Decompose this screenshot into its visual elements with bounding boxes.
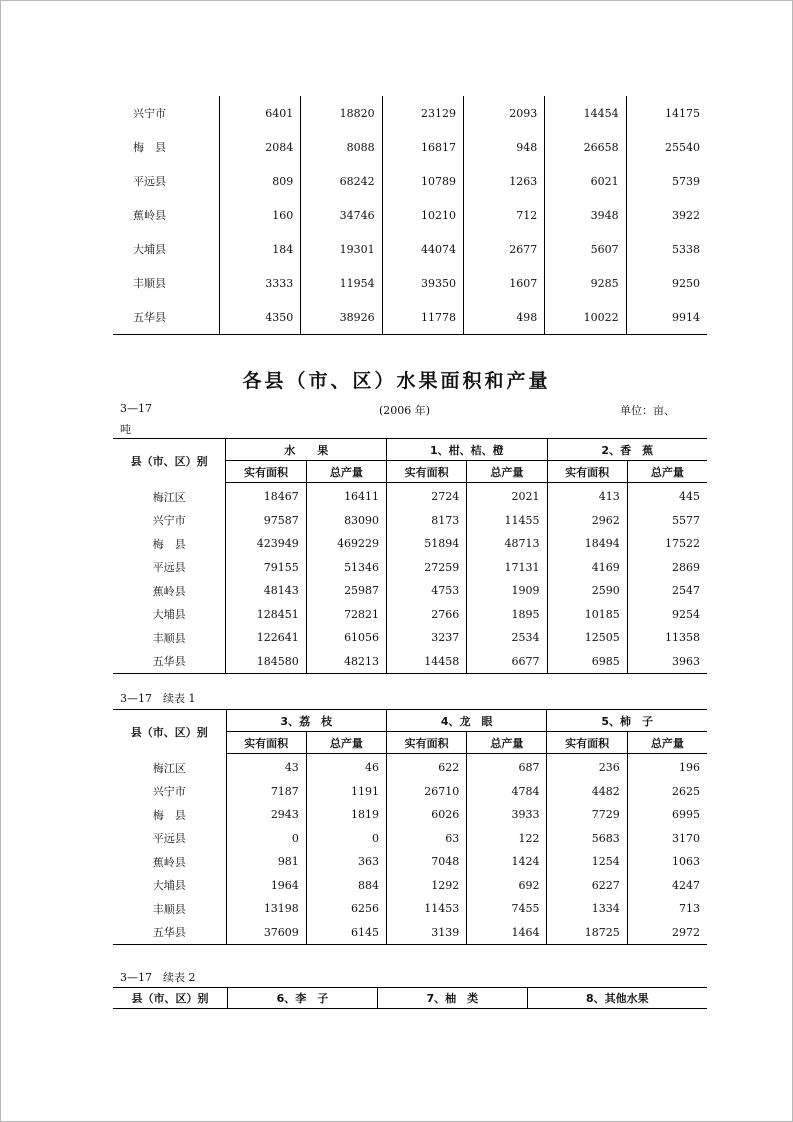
county-name: 五华县	[113, 300, 219, 335]
value-cell: 622	[386, 754, 466, 780]
table-number: 3—17	[120, 402, 152, 415]
value-cell: 9914	[672, 310, 700, 324]
value-cell: 809	[219, 164, 300, 198]
value-cell: 48713	[467, 532, 547, 556]
group-header: 5、柿 子	[547, 710, 707, 732]
county-name: 大埔县	[113, 874, 226, 898]
value-cell: 10789	[382, 164, 463, 198]
county-name: 丰顺县	[113, 897, 226, 921]
value-cell: 10185	[547, 603, 627, 627]
county-name: 丰顺县	[113, 626, 226, 650]
value-cell: 884	[306, 874, 386, 898]
sub-header-output: 总产量	[306, 461, 386, 483]
table-row	[113, 626, 707, 650]
value-cell: 1254	[547, 850, 627, 874]
unit-label-cont: 吨	[120, 423, 131, 436]
value-cell: 19301	[301, 232, 382, 266]
value-cell: 48213	[306, 650, 386, 674]
continuation-label-1: 3—17 续表 1	[120, 692, 196, 705]
value-cell: 38926	[301, 300, 382, 335]
value-cell: 10210	[382, 198, 463, 232]
value-cell: 6677	[467, 650, 547, 674]
value-cell: 18467	[226, 483, 306, 509]
value-cell: 712	[463, 198, 544, 232]
value-cell: 981	[226, 850, 306, 874]
fruit-continuation-table-2	[113, 987, 707, 1009]
county-name: 平远县	[113, 164, 219, 198]
sub-header-area: 实有面积	[547, 732, 627, 754]
table-row	[113, 532, 707, 556]
value-cell: 2943	[226, 803, 306, 827]
value-cell: 2962	[547, 509, 627, 533]
value-cell: 4784	[467, 780, 547, 804]
value-cell: 16411	[306, 483, 386, 509]
county-name: 平远县	[113, 827, 226, 851]
county-name: 梅 县	[113, 130, 219, 164]
value-cell: 469229	[306, 532, 386, 556]
county-name: 蕉岭县	[113, 198, 219, 232]
unit-label: 单位：亩、	[620, 404, 675, 417]
value-cell: 236	[547, 754, 627, 780]
value-cell: 83090	[306, 509, 386, 533]
value-cell: 1909	[467, 579, 547, 603]
page-title: 各县（市、区）水果面积和产量	[242, 370, 551, 392]
sub-header-output: 总产量	[467, 732, 547, 754]
value-cell: 1895	[467, 603, 547, 627]
value-cell: 128451	[226, 603, 306, 627]
value-cell: 11453	[386, 897, 466, 921]
group-header: 7、柚 类	[377, 988, 527, 1009]
value-cell: 1292	[386, 874, 466, 898]
county-name: 梅江区	[113, 754, 226, 780]
value-cell: 7048	[386, 850, 466, 874]
value-cell: 79155	[226, 556, 306, 580]
value-cell: 72821	[306, 603, 386, 627]
value-cell: 46	[306, 754, 386, 780]
table-row	[113, 803, 707, 827]
value-cell: 122641	[226, 626, 306, 650]
value-cell: 3922	[672, 208, 700, 222]
value-cell: 7455	[467, 897, 547, 921]
value-cell: 6401	[219, 96, 300, 130]
table-row	[113, 921, 707, 945]
value-cell: 5683	[547, 827, 627, 851]
value-cell: 1964	[226, 874, 306, 898]
value-cell: 2869	[672, 560, 700, 574]
value-cell: 692	[467, 874, 547, 898]
value-cell: 3948	[545, 198, 626, 232]
fruit-area-output-table	[113, 438, 707, 674]
value-cell: 17522	[665, 537, 700, 551]
value-cell: 48143	[226, 579, 306, 603]
group-header: 3、荔 枝	[226, 710, 386, 732]
value-cell: 51346	[306, 556, 386, 580]
sub-header-area: 实有面积	[226, 732, 306, 754]
value-cell: 68242	[301, 164, 382, 198]
table-row	[113, 603, 707, 627]
value-cell: 122	[467, 827, 547, 851]
value-cell: 1063	[672, 855, 700, 869]
value-cell: 43	[226, 754, 306, 780]
table-row	[113, 754, 707, 780]
value-cell: 1424	[467, 850, 547, 874]
value-cell: 37609	[226, 921, 306, 945]
value-cell: 63	[386, 827, 466, 851]
county-name: 大埔县	[113, 232, 219, 266]
value-cell: 23129	[382, 96, 463, 130]
value-cell: 184	[219, 232, 300, 266]
value-cell: 5577	[672, 513, 700, 527]
value-cell: 5739	[672, 174, 700, 188]
county-name: 梅江区	[113, 483, 226, 509]
group-header: 6、李 子	[228, 988, 378, 1009]
value-cell: 18494	[547, 532, 627, 556]
value-cell: 14175	[665, 106, 700, 120]
group-header: 4、龙 眼	[386, 710, 546, 732]
value-cell: 184580	[226, 650, 306, 674]
county-name: 五华县	[113, 921, 226, 945]
county-name: 兴宁市	[113, 780, 226, 804]
value-cell: 4247	[672, 878, 700, 892]
value-cell: 1334	[547, 897, 627, 921]
value-cell: 3237	[387, 626, 467, 650]
value-cell: 0	[226, 827, 306, 851]
sub-header-output: 总产量	[306, 732, 386, 754]
value-cell: 18820	[301, 96, 382, 130]
value-cell: 61056	[306, 626, 386, 650]
value-cell: 6021	[545, 164, 626, 198]
value-cell: 6256	[306, 897, 386, 921]
table-row	[113, 827, 707, 851]
table-year: (2006 年)	[379, 404, 431, 417]
value-cell: 4753	[387, 579, 467, 603]
value-cell: 687	[467, 754, 547, 780]
value-cell: 10022	[545, 300, 626, 335]
value-cell: 18725	[547, 921, 627, 945]
value-cell: 11954	[301, 266, 382, 300]
table-row	[113, 874, 707, 898]
group-header: 1、柑、桔、橙	[387, 439, 547, 461]
value-cell: 9250	[672, 276, 700, 290]
value-cell: 2021	[467, 483, 547, 509]
value-cell: 11358	[665, 631, 700, 645]
table-row	[113, 780, 707, 804]
county-name: 大埔县	[113, 603, 226, 627]
value-cell: 2534	[467, 626, 547, 650]
group-header: 水 果	[226, 439, 387, 461]
value-cell: 3963	[672, 654, 700, 668]
sub-header-area: 实有面积	[547, 461, 627, 483]
value-cell: 44074	[382, 232, 463, 266]
value-cell: 6145	[306, 921, 386, 945]
value-cell: 6026	[386, 803, 466, 827]
table-row	[113, 850, 707, 874]
top-continuation-table	[113, 96, 707, 335]
value-cell: 2084	[219, 130, 300, 164]
county-name: 蕉岭县	[113, 579, 226, 603]
value-cell: 3333	[219, 266, 300, 300]
value-cell: 4482	[547, 780, 627, 804]
row-header: 县（市、区）别	[113, 710, 226, 754]
table-row	[113, 579, 707, 603]
value-cell: 948	[463, 130, 544, 164]
county-name: 梅 县	[113, 803, 226, 827]
continuation-label-2: 3—17 续表 2	[120, 971, 196, 984]
value-cell: 2093	[463, 96, 544, 130]
value-cell: 2766	[387, 603, 467, 627]
value-cell: 5607	[545, 232, 626, 266]
value-cell: 26658	[545, 130, 626, 164]
value-cell: 5338	[672, 242, 700, 256]
value-cell: 196	[679, 761, 700, 775]
value-cell: 3933	[467, 803, 547, 827]
value-cell: 26710	[386, 780, 466, 804]
table-row	[113, 198, 707, 232]
table-row	[113, 96, 707, 130]
table-row	[113, 556, 707, 580]
table-row	[113, 266, 707, 300]
group-header: 2、香 蕉	[547, 439, 707, 461]
value-cell: 27259	[387, 556, 467, 580]
value-cell: 1464	[467, 921, 547, 945]
value-cell: 11778	[382, 300, 463, 335]
value-cell: 25987	[306, 579, 386, 603]
value-cell: 423949	[226, 532, 306, 556]
sub-header-output: 总产量	[627, 732, 707, 754]
value-cell: 1191	[306, 780, 386, 804]
sub-header-output: 总产量	[627, 461, 707, 483]
county-name: 丰顺县	[113, 266, 219, 300]
value-cell: 2677	[463, 232, 544, 266]
value-cell: 9285	[545, 266, 626, 300]
value-cell: 413	[547, 483, 627, 509]
value-cell: 713	[679, 902, 700, 916]
value-cell: 1819	[306, 803, 386, 827]
value-cell: 14458	[387, 650, 467, 674]
row-header: 县（市、区）别	[113, 988, 228, 1009]
county-name: 兴宁市	[113, 96, 219, 130]
value-cell: 0	[306, 827, 386, 851]
value-cell: 14454	[545, 96, 626, 130]
value-cell: 7187	[226, 780, 306, 804]
value-cell: 363	[306, 850, 386, 874]
value-cell: 6985	[547, 650, 627, 674]
value-cell: 2625	[672, 784, 700, 798]
value-cell: 7729	[547, 803, 627, 827]
value-cell: 6227	[547, 874, 627, 898]
county-name: 五华县	[113, 650, 226, 674]
value-cell: 97587	[226, 509, 306, 533]
county-name: 平远县	[113, 556, 226, 580]
sub-header-area: 实有面积	[386, 732, 466, 754]
fruit-continuation-table-1	[113, 709, 707, 945]
value-cell: 2590	[547, 579, 627, 603]
value-cell: 445	[679, 490, 700, 504]
value-cell: 17131	[467, 556, 547, 580]
value-cell: 8088	[301, 130, 382, 164]
value-cell: 16817	[382, 130, 463, 164]
county-name: 梅 县	[113, 532, 226, 556]
table-row	[113, 232, 707, 266]
value-cell: 51894	[387, 532, 467, 556]
table-row	[113, 300, 707, 335]
value-cell: 3139	[386, 921, 466, 945]
value-cell: 12505	[547, 626, 627, 650]
value-cell: 4350	[219, 300, 300, 335]
county-name: 蕉岭县	[113, 850, 226, 874]
table-row	[113, 509, 707, 533]
table-row	[113, 483, 707, 509]
sub-header-area: 实有面积	[226, 461, 306, 483]
value-cell: 13198	[226, 897, 306, 921]
sub-header-output: 总产量	[467, 461, 547, 483]
value-cell: 160	[219, 198, 300, 232]
value-cell: 3170	[672, 831, 700, 845]
value-cell: 25540	[665, 140, 700, 154]
value-cell: 9254	[672, 607, 700, 621]
value-cell: 1263	[463, 164, 544, 198]
group-header: 8、其他水果	[586, 992, 649, 1005]
value-cell: 2724	[387, 483, 467, 509]
value-cell: 2547	[672, 584, 700, 598]
row-header: 县（市、区）别	[113, 439, 226, 483]
value-cell: 498	[463, 300, 544, 335]
value-cell: 39350	[382, 266, 463, 300]
county-name: 兴宁市	[113, 509, 226, 533]
table-row	[113, 164, 707, 198]
table-row	[113, 130, 707, 164]
value-cell: 1607	[463, 266, 544, 300]
value-cell: 2972	[672, 925, 700, 939]
value-cell: 11455	[467, 509, 547, 533]
value-cell: 8173	[387, 509, 467, 533]
value-cell: 34746	[301, 198, 382, 232]
value-cell: 4169	[547, 556, 627, 580]
table-row	[113, 650, 707, 674]
value-cell: 6995	[672, 808, 700, 822]
sub-header-area: 实有面积	[387, 461, 467, 483]
table-row	[113, 897, 707, 921]
